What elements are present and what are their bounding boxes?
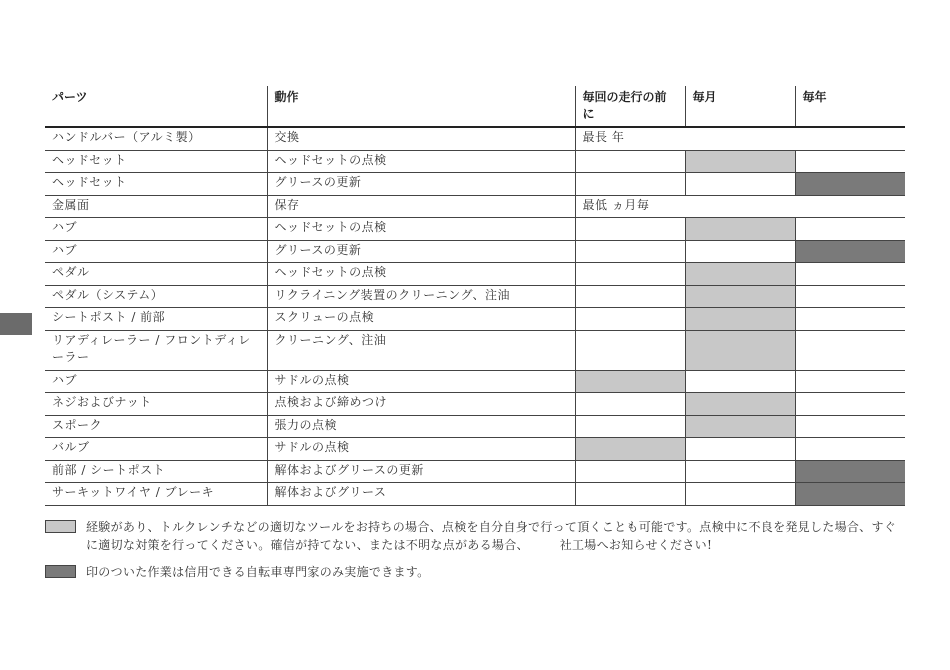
cell-every-ride [575,330,685,370]
cell-action: 交換 [267,127,575,150]
cell-action: 張力の点検 [267,415,575,438]
table-row [45,240,905,263]
cell-action: 解体およびグリースの更新 [267,460,575,483]
cell-yearly [795,438,905,461]
cell-part: リアディレーラー / フロントディレーラー [45,330,267,370]
cell-part: ネジおよびナット [45,393,267,416]
cell-part: バルブ [45,438,267,461]
cell-action: ヘッドセットの点検 [267,263,575,286]
cell-action: クリーニング、注油 [267,330,575,370]
cell-action: グリースの更新 [267,240,575,263]
cell-monthly [685,370,795,393]
cell-part: シートポスト / 前部 [45,308,267,331]
cell-monthly [685,483,795,506]
table-row [45,483,905,506]
cell-monthly [685,460,795,483]
cell-yearly [795,285,905,308]
cell-yearly [795,308,905,331]
cell-yearly [795,173,905,196]
cell-yearly [795,460,905,483]
cell-yearly [795,483,905,506]
cell-monthly [685,330,795,370]
cell-every-ride [575,415,685,438]
legend-dark-text: 印のついた作業は信用できる自転車専門家のみ実施できます。 [86,565,430,579]
table-row [45,393,905,416]
cell-part: サーキットワイヤ / ブレーキ [45,483,267,506]
cell-action: 点検および締めつけ [267,393,575,416]
header-action: 動作 [267,86,575,127]
cell-every-ride [575,438,685,461]
cell-every-ride [575,370,685,393]
cell-every-ride [575,218,685,241]
table-body [45,127,905,505]
cell-monthly [685,263,795,286]
table-row [45,218,905,241]
cell-monthly [685,173,795,196]
cell-action: サドルの点検 [267,370,575,393]
header-every-ride: 毎回の走行の前に [575,86,685,127]
table-row [45,263,905,286]
cell-yearly [795,263,905,286]
cell-yearly [795,393,905,416]
cell-every-ride [575,460,685,483]
cell-every-ride [575,240,685,263]
cell-part: ハンドルバー（アルミ製） [45,127,267,150]
cell-action: スクリューの点検 [267,308,575,331]
table-row [45,150,905,173]
cell-action: ヘッドセットの点検 [267,218,575,241]
legend-dark-swatch [45,565,76,578]
cell-monthly [685,438,795,461]
legend-light-text: 経験があり、トルクレンチなどの適切なツールをお持ちの場合、点検を自分自身で行って頂くことも可能です。点検中に不良を発見した場合、すぐに適切な対策を行ってください。確信が持てない、または不明な点がある場合、 社工場へお知らせください! [86,520,897,552]
cell-action: リクライニング装置のクリーニング、注油 [267,285,575,308]
legend-dark [45,563,906,581]
header-parts: パーツ [45,86,267,127]
cell-yearly [795,370,905,393]
cell-part: ペダル（システム） [45,285,267,308]
cell-part: スポーク [45,415,267,438]
cell-monthly [685,308,795,331]
table-row [45,308,905,331]
table-row [45,285,905,308]
cell-interval-note: 最長 年 [575,127,905,150]
cell-part: 金属面 [45,195,267,218]
cell-every-ride [575,173,685,196]
maintenance-table [45,86,905,506]
cell-part: ヘッドセット [45,173,267,196]
cell-every-ride [575,285,685,308]
legend-light-swatch [45,520,76,533]
cell-part: ハブ [45,370,267,393]
cell-action: グリースの更新 [267,173,575,196]
table-row [45,127,905,150]
table-row [45,173,905,196]
table-row [45,415,905,438]
cell-yearly [795,150,905,173]
cell-every-ride [575,393,685,416]
cell-monthly [685,415,795,438]
cell-every-ride [575,150,685,173]
cell-every-ride [575,308,685,331]
table-row [45,370,905,393]
cell-monthly [685,150,795,173]
cell-yearly [795,330,905,370]
header-yearly: 毎年 [795,86,905,127]
cell-monthly [685,393,795,416]
table-row [45,438,905,461]
header-monthly: 毎月 [685,86,795,127]
cell-yearly [795,240,905,263]
cell-action: ヘッドセットの点検 [267,150,575,173]
table-row [45,330,905,370]
cell-action: 解体およびグリース [267,483,575,506]
cell-action: サドルの点検 [267,438,575,461]
cell-part: 前部 / シートポスト [45,460,267,483]
table-header-row [45,86,905,127]
cell-every-ride [575,483,685,506]
cell-part: ヘッドセット [45,150,267,173]
cell-monthly [685,240,795,263]
table-row [45,195,905,218]
section-tab-marker [0,313,32,335]
table-row [45,460,905,483]
legend-light [45,518,906,554]
cell-action: 保存 [267,195,575,218]
cell-interval-note: 最低 ヵ月毎 [575,195,905,218]
cell-yearly [795,218,905,241]
cell-yearly [795,415,905,438]
cell-monthly [685,285,795,308]
cell-monthly [685,218,795,241]
cell-part: ハブ [45,240,267,263]
cell-part: ハブ [45,218,267,241]
cell-every-ride [575,263,685,286]
cell-part: ペダル [45,263,267,286]
